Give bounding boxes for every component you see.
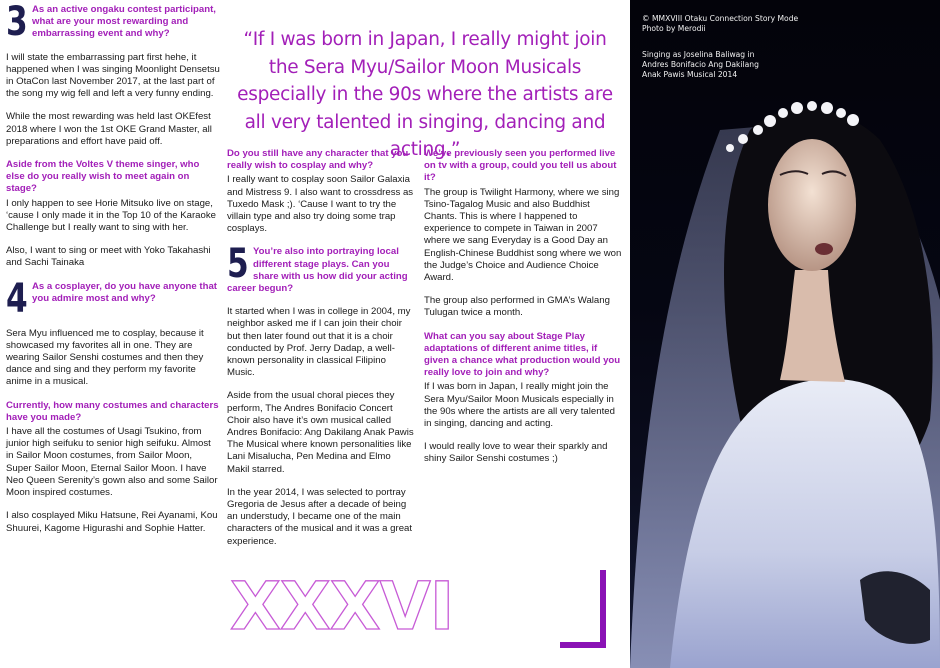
question-stage-play: What can you say about Stage Play adaptations of different anime titles, if given a chance what production would you really love to join and why? — [424, 330, 621, 379]
question-5-text: You’re also into portraying local different stage plays. Can you share with us how did your acting career begun? — [227, 246, 408, 295]
answer-voltes-paragraph-2: Also, I want to sing or meet with Yoko Takahashi and Sachi Tainaka — [6, 245, 211, 269]
question-3 — [6, 4, 220, 41]
answer-3-paragraph-1: I will state the embarrassing part first hehe, it happened when I was singing Moonlight Densetsu in OtaCon last November 2017, at the last part of the song my wig fell and left a very funny ending. — [6, 51, 220, 100]
question-number-5: 5 — [227, 246, 249, 288]
question-character: Do you still have any character that you really wish to cosplay and why? — [227, 148, 409, 172]
column-2 — [227, 148, 415, 559]
answer-stage-play-paragraph-1: If I was born in Japan, I really might join the Sera Myu/Sailor Moon Musicals especially in the 90s where the artists are all very talented in singing, dancing and acting. — [424, 381, 615, 430]
question-number-3: 3 — [6, 4, 28, 41]
pull-quote: “If I was born in Japan, I really might join the Sera Myu/Sailor Moon Musicals especially in the 90s where the artists are all very talented in singing, dancing and acting.” — [237, 29, 613, 160]
question-voltes: Aside from the Voltes V theme singer, who else do you really wish to meet again on stage? — [6, 159, 200, 195]
answer-costumes-paragraph-2: I also cosplayed Miku Hatsune, Rei Ayanami, Kou Shuurei, Kagome Higurashi and Sophie Hatter. — [6, 510, 218, 534]
answer-5-paragraph-2: Aside from the usual choral pieces they perform, The Andres Bonifacio Concert Choir also have it’s own musical called Andres Bonifacio: Ang Dakilang Anak Pawis The Musical where known personalities like Lani Misalucha, Pen Medina and Elmo Makil starred. — [227, 390, 414, 475]
question-5 — [227, 246, 415, 295]
photo-caption — [642, 50, 759, 81]
caption-line-1: Singing as Joselina Baliwag in — [642, 50, 755, 59]
answer-tv-paragraph-1: The group is Twilight Harmony, where we sing Tsino-Tagalog Music and also Buddhist Chants. This is where I happened to experience to compete in Taiwan in 2007 where we sang Everyday is a Good Day an English-Chinese Buddhist song where we won the Judge’s Choice and Audience Choice Award. — [424, 186, 622, 284]
answer-character: I really want to cosplay soon Sailor Galaxia and Mistress 9. I also want to crossdress as Tuxedo Mask ;). ‘Cause I want to try the villain type and also try doing some trap cosplays. — [227, 174, 414, 235]
question-4 — [6, 281, 220, 317]
performer-illustration — [630, 0, 940, 668]
column-1 — [6, 4, 220, 546]
answer-voltes-paragraph-1: I only happen to see Horie Mitsuko live on stage, ‘cause I only made it in the Top 10 of the Karaoke Challenge but I really want to sing with her. — [6, 197, 216, 234]
photo-credit — [642, 14, 798, 34]
performer-photo — [630, 0, 940, 668]
answer-4: Sera Myu influenced me to cosplay, because it showcased my favorites all in one. They are wearing Sailor Senshi costumes and then they dance and sing and they perform my favorite anime in a musical. — [6, 327, 204, 388]
caption-line-2: Andres Bonifacio Ang Dakilang — [642, 60, 759, 70]
question-tv: We’ve previously seen you performed live on tv with a group, could you tell us about it? — [424, 148, 617, 184]
page-number: XXXVI — [230, 568, 454, 645]
answer-stage-play-paragraph-2: I would really love to wear their sparkly and shiny Sailor Senshi costumes ;) — [424, 441, 608, 465]
corner-bracket-vertical — [600, 570, 606, 648]
credit-line-1: © MMXVIII Otaku Connection Story Mode — [642, 14, 799, 23]
caption-line-3: Anak Pawis Musical 2014 — [642, 70, 738, 80]
question-4-text: As a cosplayer, do you have anyone that you admire most and why? — [32, 280, 218, 304]
column-3 — [424, 148, 622, 477]
credit-line-2: Photo by Merodii — [642, 24, 706, 34]
answer-3-paragraph-2: While the most rewarding was held last OKEfest 2018 where I won the 1st OKE Grand Master, all preparations and effort have paid off. — [6, 111, 212, 147]
corner-bracket-horizontal — [560, 642, 606, 648]
question-number-4: 4 — [6, 280, 28, 317]
answer-costumes-paragraph-1: I have all the costumes of Usagi Tsukino, from junior high seifuku to senior high seifuku. Almost in Sailor Moon costumes, from Sailor Moon, Super Sailor Moon, Eternal Sailor Moon. I have Neo Queen Serenity’s gown also and some Sailor Moon inspired costumes. — [6, 426, 218, 499]
answer-5-paragraph-3: In the year 2014, I was selected to portray Gregoria de Jesus after a decade of being an understudy, I became one of the main characters of the musical and it was a great experience. — [227, 486, 413, 547]
question-3-text: As an active ongaku contest participant, what are your most rewarding and embarrassing event and why? — [32, 4, 216, 40]
question-costumes: Currently, how many costumes and characters have you made? — [6, 399, 219, 423]
answer-tv-paragraph-2: The group also performed in GMA’s Walang Tulugan twice a month. — [424, 295, 610, 319]
answer-5-paragraph-1: It started when I was in college in 2004, my neighbor asked me if I can join their choir but then later found out that it is a choir conducted by Prof. Jerry Dadap, a well-known personality in classical Filipino Music. — [227, 306, 411, 379]
